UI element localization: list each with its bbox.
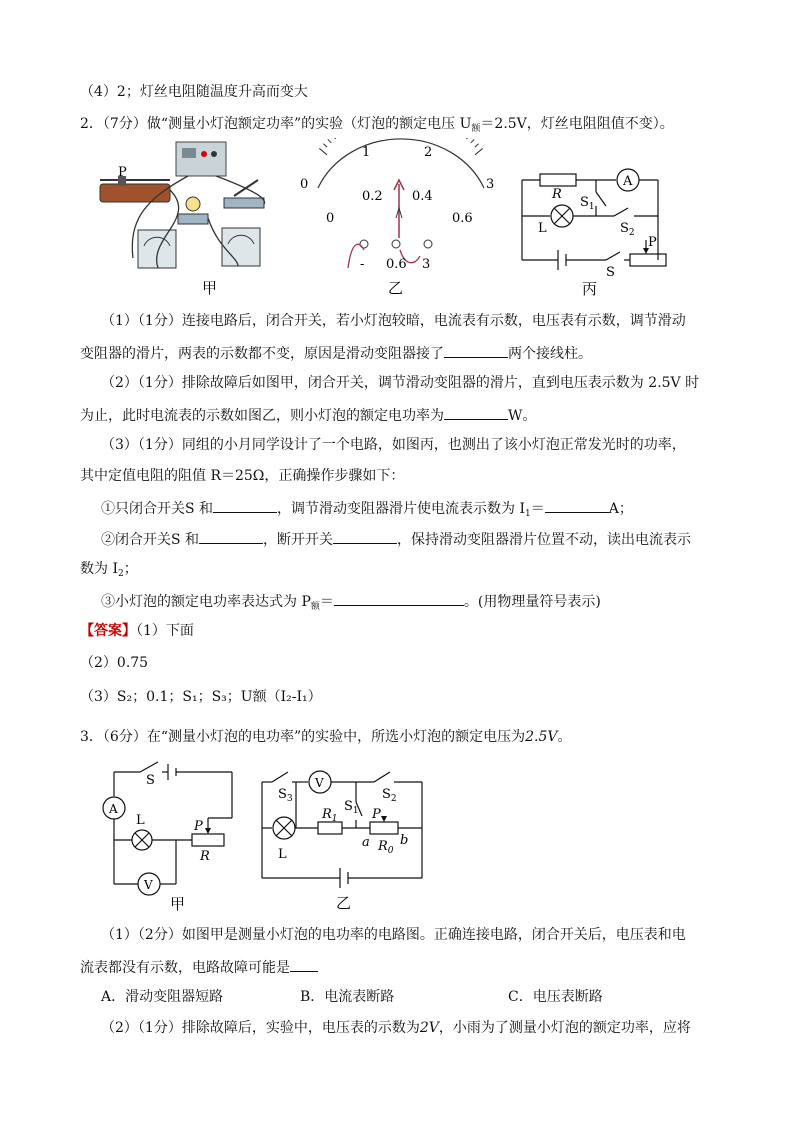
dial-tick: [475, 148, 483, 154]
dial-tick: [319, 148, 327, 154]
blank-1[interactable]: [444, 342, 508, 358]
answer-tag: 【答案】: [80, 623, 136, 639]
label-P-bing: P: [648, 235, 657, 250]
dial-arc: [318, 139, 484, 188]
label-R-bing: R: [552, 187, 562, 202]
dial-tick: [471, 139, 474, 143]
q2-part3-line2: 其中定值电阻的阻值 R＝25Ω，正确操作步骤如下：: [80, 468, 405, 484]
q3-label-R: R: [200, 849, 210, 864]
rheostat: [100, 184, 170, 202]
terminal-06: [392, 240, 400, 248]
dial-bottom-2: 0.4: [412, 189, 433, 204]
dial-top-0: 0: [300, 177, 309, 192]
dial-tick: [328, 139, 331, 143]
resistor-R: [540, 174, 576, 186]
q3-part1-line1: （1）（2分）如图甲是测量小灯泡的电功率的电路图。正确连接电路，闭合开关后，电压表和电: [101, 927, 686, 943]
label-P: P: [118, 165, 127, 180]
q3-label-S1: $S_1$: [344, 799, 359, 816]
q3-option-a: A．滑动变阻器短路: [101, 989, 224, 1005]
q3-rheostat: [192, 834, 224, 846]
q3-label-L-yi: L: [278, 847, 287, 862]
q3-label-b: b: [400, 833, 409, 848]
switch: [224, 198, 264, 208]
rheostat-bing: [630, 254, 666, 266]
q2-step1: ①只闭合开关S 和 ，调节滑动变阻器滑片使电流表示数为 $I_1= A$；: [101, 497, 633, 519]
q2-part2-line1: （2）（1分）排除故障后如图甲，闭合开关，调节滑动变阻器的滑片，直到电压表示数为 2.5V 时: [101, 375, 700, 391]
q3-caption-yi: 乙: [336, 894, 352, 912]
dial-tick: [466, 138, 469, 139]
dial-bottom-0: 0: [326, 211, 335, 226]
q3-label-S2: $S_2$: [382, 787, 397, 804]
q3-label-a: a: [362, 835, 370, 850]
q2-stem-a: 2．（7分）做“测量小灯泡额定功率”的实验（灯泡的额定电压 U: [80, 116, 472, 132]
q3-label-S3: $S_3$: [278, 787, 293, 804]
q3-resistor-R1: [318, 822, 342, 834]
dial-top-3: 3: [486, 177, 495, 192]
q2-part1-line1: （1）（1分）连接电路后，闭合开关，若小灯泡较暗，电流表有示数，电压表有示数，调节滑动: [101, 313, 686, 329]
blank-5[interactable]: [199, 528, 263, 544]
q3-label-P-yi: P: [372, 807, 381, 822]
blank-6[interactable]: [333, 528, 397, 544]
label-S2-bing: $S_2$: [620, 221, 635, 238]
label-A-bing: A: [623, 174, 633, 189]
q2-stem-sub: 额: [471, 124, 481, 134]
caption-yi: 乙: [388, 279, 404, 297]
q2-part3-line1: （3）（1分）同组的小月同学设计了一个电路，如图丙，也测出了该小灯泡正常发光时的功率，: [101, 437, 686, 453]
dial-top-2: 2: [424, 145, 433, 160]
label-S-bing: S: [606, 265, 615, 280]
power-supply: [176, 142, 226, 176]
q2-step2-cont: 数为 $I_2$；: [80, 561, 138, 579]
q2-stem: [80, 114, 674, 134]
q3-part1-line2: 流表都没有示数，电路故障可能是: [80, 956, 318, 978]
q2-stem-b: ＝2.5V，灯丝电阻阻值不变）。: [480, 116, 674, 132]
q3-label-P: P: [194, 819, 203, 834]
caption-jia: 甲: [202, 279, 218, 297]
dial-tick: [475, 144, 479, 147]
q2-part1-line2: 变阻器的滑片，两表的示数都不变，原因是滑动变阻器接了 两个接线柱。: [80, 342, 592, 364]
q3-rheostat-R0: [370, 822, 398, 834]
q2-step3: ③小灯泡的额定电功率表达式为 $P_额=$ 。(用物理量符号表示): [101, 590, 601, 612]
q3-option-b: B．电流表断路: [300, 989, 395, 1005]
q3-label-V-yi: V: [315, 776, 324, 790]
q2-answer-2: （2）0.75: [80, 655, 149, 671]
bulb: [186, 197, 200, 211]
caption-bing: 丙: [582, 280, 598, 298]
terminal-label-neg: -: [360, 257, 365, 272]
blank-3[interactable]: [213, 497, 277, 513]
previous-answer: （4）2；灯丝电阻随温度升高而变大: [80, 84, 308, 100]
q2-part2-line2: 为止，此时电流表的示数如图乙，则小灯泡的额定电功率为 W。: [80, 404, 536, 426]
q2-figure-jia: [88, 138, 298, 298]
q3-figure-yi: [258, 762, 438, 914]
dial-tick: [332, 138, 335, 139]
q3-caption-jia: 甲: [170, 895, 186, 913]
q2-step2: ②闭合开关S 和 ，断开开关 ，保持滑动变阻器滑片位置不动，读出电流表示: [101, 528, 691, 550]
dial-bottom-1: 0.2: [362, 189, 383, 204]
q3-figure-jia: [100, 758, 240, 914]
dial-top-1: 1: [362, 145, 371, 160]
terminal-label-06: 0.6: [386, 257, 407, 272]
q3-part2-line1: （2）（1分）排除故障后，实验中，电压表的示数为2V，小雨为了测量小灯泡的额定功率，应将: [101, 1020, 691, 1036]
q3-label-R0: $R_0$: [378, 839, 394, 856]
q2-answer-3: （3）S₂；0.1；S₁；S₃；U额（I₂-I₁）: [80, 689, 322, 705]
blank-7[interactable]: [334, 590, 464, 606]
terminal-label-3: 3: [422, 257, 431, 272]
blank-4[interactable]: [545, 497, 609, 513]
q2-figure-bing: [510, 160, 670, 300]
label-S1-bing: $S_1$: [580, 195, 595, 212]
q3-stem: 3．（6分）在“测量小灯泡的电功率”的实验中，所选小灯泡的额定电压为2.5V。: [80, 729, 572, 745]
q3-label-A: A: [109, 802, 118, 816]
q3-option-c: C．电压表断路: [508, 989, 603, 1005]
blank-8[interactable]: [290, 956, 318, 972]
q3-label-L: L: [136, 813, 145, 828]
terminal-3: [424, 240, 432, 248]
q3-label-S: S: [146, 773, 155, 788]
label-L-bing: L: [538, 221, 547, 236]
ammeter: [222, 228, 260, 266]
q3-label-R1: $R_1$: [322, 807, 338, 824]
dial-tick: [323, 144, 327, 147]
dial-bottom-3: 0.6: [452, 211, 473, 226]
blank-2[interactable]: [444, 404, 508, 420]
q2-figure-yi: [296, 138, 506, 298]
q2-answer-1: 【答案】（1）下面: [80, 623, 194, 639]
q3-label-V: V: [144, 878, 153, 892]
